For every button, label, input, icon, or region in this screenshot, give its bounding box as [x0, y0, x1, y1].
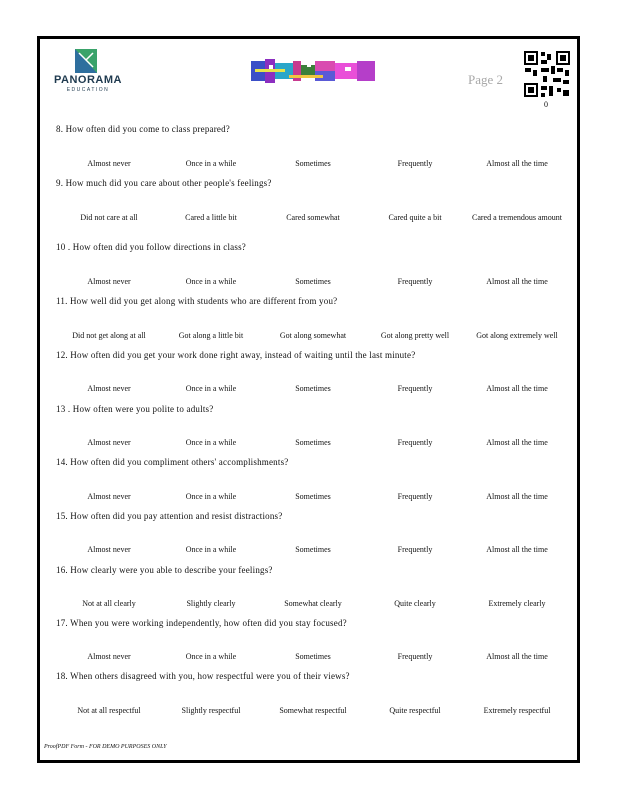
option-5[interactable]: Almost all the time: [486, 438, 548, 447]
panorama-logo: [52, 49, 124, 91]
option-1[interactable]: Not at all clearly: [82, 599, 136, 608]
option-5[interactable]: Almost all the time: [486, 652, 548, 661]
option-3[interactable]: Somewhat respectful: [279, 706, 347, 715]
option-1[interactable]: Almost never: [87, 438, 131, 447]
option-3[interactable]: Sometimes: [295, 159, 331, 168]
option-1[interactable]: Did not care at all: [80, 213, 138, 222]
option-1[interactable]: Almost never: [87, 492, 131, 501]
answer-options-q10: [58, 277, 568, 287]
option-1[interactable]: Almost never: [87, 652, 131, 661]
option-1[interactable]: Almost never: [87, 159, 131, 168]
option-4[interactable]: Frequently: [397, 277, 433, 286]
question-18: 18. When others disagreed with you, how respectful were you of their views?: [56, 671, 350, 681]
option-3[interactable]: Sometimes: [295, 492, 331, 501]
option-4[interactable]: Cared quite a bit: [388, 213, 442, 222]
option-4[interactable]: Quite respectful: [389, 706, 441, 715]
option-2[interactable]: Once in a while: [185, 159, 237, 168]
option-2[interactable]: Cared a little bit: [185, 213, 237, 222]
option-5[interactable]: Almost all the time: [486, 492, 548, 501]
option-5[interactable]: Almost all the time: [486, 545, 548, 554]
question-11: 11. How well did you get along with students who are different from you?: [56, 296, 338, 306]
answer-options-q15: [58, 545, 568, 555]
option-3[interactable]: Sometimes: [295, 438, 331, 447]
option-4[interactable]: Frequently: [397, 159, 433, 168]
panorama-logo-icon: [75, 49, 97, 73]
answer-options-q11: [58, 331, 568, 341]
option-5[interactable]: Got along extremely well: [476, 331, 558, 340]
question-8: 8. How often did you come to class prepared?: [56, 124, 230, 134]
answer-options-q8: [58, 159, 568, 169]
survey-page: [37, 36, 580, 763]
answer-options-q13: [58, 438, 568, 448]
option-3[interactable]: Somewhat clearly: [284, 599, 342, 608]
option-4[interactable]: Quite clearly: [394, 599, 436, 608]
question-17: 17. When you were working independently, how often did you stay focused?: [56, 618, 347, 628]
question-9: 9. How much did you care about other people's feelings?: [56, 178, 272, 188]
qr-code-image: [523, 50, 571, 98]
option-5[interactable]: Almost all the time: [486, 384, 548, 393]
option-1[interactable]: Did not get along at all: [72, 331, 146, 340]
option-4[interactable]: Frequently: [397, 492, 433, 501]
logo-title: PANORAMA: [54, 74, 122, 86]
option-2[interactable]: Once in a while: [185, 277, 237, 286]
answer-options-q12: [58, 384, 568, 394]
answer-options-q17: [58, 652, 568, 662]
option-4[interactable]: Got along pretty well: [380, 331, 450, 340]
question-16: 16. How clearly were you able to describe your feelings?: [56, 565, 273, 575]
question-15: 15. How often did you pay attention and resist distractions?: [56, 511, 283, 521]
option-1[interactable]: Almost never: [87, 545, 131, 554]
option-1[interactable]: Not at all respectful: [77, 706, 141, 715]
option-2[interactable]: Slightly respectful: [181, 706, 241, 715]
demo-footer: ProofPDF Form - FOR DEMO PURPOSES ONLY: [44, 744, 167, 750]
option-4[interactable]: Frequently: [397, 652, 433, 661]
question-10: 10 . How often did you follow directions in class?: [56, 242, 246, 252]
option-5[interactable]: Extremely respectful: [483, 706, 551, 715]
form-barcode-image: [249, 59, 377, 83]
answer-options-q9: [58, 213, 568, 223]
option-1[interactable]: Almost never: [87, 277, 131, 286]
logo-subtitle: EDUCATION: [66, 87, 110, 93]
answer-options-q16: [58, 599, 568, 609]
option-3[interactable]: Sometimes: [295, 384, 331, 393]
option-5[interactable]: Extremely clearly: [488, 599, 546, 608]
qr-number: 0: [544, 100, 548, 109]
option-4[interactable]: Frequently: [397, 545, 433, 554]
option-3[interactable]: Sometimes: [295, 545, 331, 554]
option-5[interactable]: Cared a tremendous amount: [472, 213, 562, 222]
option-3[interactable]: Cared somewhat: [286, 213, 340, 222]
question-13: 13 . How often were you polite to adults?: [56, 404, 214, 414]
page-number: Page 2: [468, 72, 504, 87]
option-4[interactable]: Frequently: [397, 438, 433, 447]
option-2[interactable]: Once in a while: [185, 652, 237, 661]
question-14: 14. How often did you compliment others' accomplishments?: [56, 457, 289, 467]
option-3[interactable]: Got along somewhat: [279, 331, 347, 340]
option-2[interactable]: Once in a while: [185, 492, 237, 501]
option-5[interactable]: Almost all the time: [486, 159, 548, 168]
option-3[interactable]: Sometimes: [295, 652, 331, 661]
option-2[interactable]: Once in a while: [185, 545, 237, 554]
option-2[interactable]: Once in a while: [185, 384, 237, 393]
option-3[interactable]: Sometimes: [295, 277, 331, 286]
option-5[interactable]: Almost all the time: [486, 277, 548, 286]
answer-options-q18: [58, 706, 568, 716]
option-1[interactable]: Almost never: [87, 384, 131, 393]
option-2[interactable]: Slightly clearly: [186, 599, 236, 608]
option-2[interactable]: Got along a little bit: [178, 331, 244, 340]
option-2[interactable]: Once in a while: [185, 438, 237, 447]
answer-options-q14: [58, 492, 568, 502]
question-12: 12. How often did you get your work done right away, instead of waiting until the last minute?: [56, 350, 416, 360]
option-4[interactable]: Frequently: [397, 384, 433, 393]
